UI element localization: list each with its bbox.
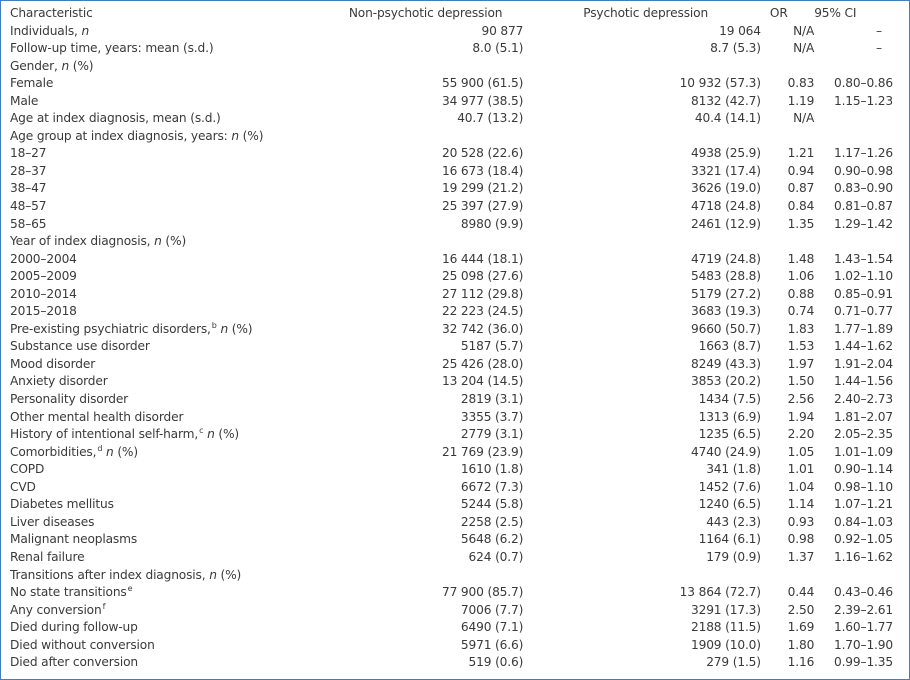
odds-ratio-value: 1.97 [787, 356, 815, 371]
table-row [10, 216, 909, 234]
non-psychotic-value: 25 098 (27.6) [442, 269, 524, 284]
psychotic-value: 5483 (28.8) [691, 269, 761, 284]
psychotic-value: 3626 (19.0) [691, 181, 761, 196]
psychotic-value: 1434 (7.5) [698, 392, 761, 407]
odds-ratio-value: 0.94 [787, 163, 815, 178]
row-label-text: 18–27 [10, 146, 47, 161]
non-psychotic-value: 16 673 (18.4) [442, 163, 524, 178]
table-row [10, 619, 909, 637]
odds-ratio-value: N/A [793, 41, 815, 56]
odds-ratio-value: 1.19 [787, 93, 815, 108]
confidence-interval-value: 0.80–0.86 [833, 76, 893, 91]
non-psychotic-value: 5648 (6.2) [460, 532, 524, 547]
row-label-text: Gender, [10, 58, 62, 73]
non-psychotic-value: 21 769 (23.9) [442, 444, 524, 459]
odds-ratio-value: 2.50 [787, 602, 815, 617]
non-psychotic-value: 2819 (3.1) [460, 392, 524, 407]
row-label [10, 391, 283, 409]
psychotic-value: 1663 (8.7) [698, 339, 761, 354]
footnote-marker: d [97, 443, 103, 453]
row-label [10, 40, 283, 58]
odds-ratio-value: 0.87 [787, 181, 815, 196]
table-row [10, 93, 909, 111]
row-label [10, 496, 283, 514]
confidence-interval-value: 0.90–1.14 [833, 462, 893, 477]
non-psychotic-value: 8.0 (5.1) [472, 41, 524, 56]
row-label [10, 373, 283, 391]
row-label-text: Liver diseases [10, 514, 95, 529]
odds-ratio-value: 1.05 [787, 444, 815, 459]
header-psychotic: Psychotic depression [583, 6, 709, 20]
row-label-italic: n [231, 128, 239, 143]
row-label-italic: n [81, 23, 90, 38]
confidence-interval-value: 0.71–0.77 [833, 304, 893, 319]
table-row [10, 75, 909, 93]
odds-ratio-value: 0.98 [787, 532, 815, 547]
confidence-interval-value: 1.16–1.62 [833, 549, 893, 564]
row-label-italic: n [207, 427, 215, 442]
row-label [10, 567, 283, 585]
row-label-italic: n [220, 321, 229, 336]
odds-ratio-value: N/A [793, 23, 815, 38]
psychotic-value: 5179 (27.2) [691, 286, 761, 301]
row-label [10, 286, 283, 304]
non-psychotic-value: 6672 (7.3) [460, 479, 524, 494]
non-psychotic-value: 55 900 (61.5) [442, 76, 524, 91]
confidence-interval-value: 1.44–1.56 [833, 374, 893, 389]
non-psychotic-value: 19 299 (21.2) [442, 181, 524, 196]
table-row [10, 180, 909, 198]
row-label-text: 2010–2014 [10, 286, 77, 301]
odds-ratio-value: 1.83 [787, 321, 815, 336]
non-psychotic-value: 40.7 (13.2) [457, 111, 524, 126]
confidence-interval-value [814, 233, 909, 251]
psychotic-value: 1313 (6.9) [698, 409, 761, 424]
non-psychotic-value: 6490 (7.1) [460, 620, 524, 635]
confidence-interval-value [814, 58, 909, 76]
footnote-marker: b [211, 320, 217, 330]
odds-ratio-value: 1.16 [787, 655, 815, 670]
psychotic-value: 13 864 (72.7) [679, 585, 761, 600]
odds-ratio-value: 2.56 [787, 392, 815, 407]
odds-ratio-value: 1.35 [787, 216, 815, 231]
table-row [10, 40, 909, 58]
psychotic-value [531, 128, 770, 146]
row-label-text: Comorbidities, [10, 444, 97, 459]
footnote-marker: e [127, 584, 133, 594]
confidence-interval-value: 1.15–1.23 [833, 93, 893, 108]
non-psychotic-value: 25 426 (28.0) [442, 356, 524, 371]
confidence-interval-value: 2.40–2.73 [833, 392, 893, 407]
row-label [10, 75, 283, 93]
characteristics-table [10, 5, 909, 672]
psychotic-value: 179 (0.9) [706, 549, 761, 564]
psychotic-value: 19 064 [719, 23, 761, 38]
row-label [10, 93, 283, 111]
row-label-text: Female [10, 76, 54, 91]
non-psychotic-value: 519 (0.6) [468, 655, 524, 670]
non-psychotic-value: 3355 (3.7) [460, 409, 524, 424]
row-label-text: 58–65 [10, 216, 47, 231]
row-label-text: 28–37 [10, 163, 47, 178]
non-psychotic-value: 5971 (6.6) [460, 637, 524, 652]
header-row [10, 5, 909, 23]
row-label-text: Personality disorder [10, 392, 129, 407]
odds-ratio-value: 1.06 [787, 269, 815, 284]
table-row [10, 567, 909, 585]
psychotic-value: 3683 (19.3) [691, 304, 761, 319]
row-label-text: Any conversion [10, 602, 102, 617]
row-label-text: Male [10, 93, 39, 108]
table-row [10, 23, 909, 41]
non-psychotic-value: 20 528 (22.6) [442, 146, 524, 161]
table-row [10, 654, 909, 672]
header-ci: 95% CI [814, 6, 857, 20]
row-label [10, 461, 283, 479]
non-psychotic-value: 22 223 (24.5) [442, 304, 524, 319]
row-label-suffix: (%) [69, 58, 94, 73]
confidence-interval-value: 1.01–1.09 [833, 444, 893, 459]
row-label [10, 338, 283, 356]
row-label-text: Transitions after index diagnosis, [10, 567, 210, 582]
row-label-text: Age group at index diagnosis, years: [10, 128, 232, 143]
odds-ratio-value [770, 233, 814, 251]
psychotic-value: 8249 (43.3) [691, 356, 761, 371]
table-row [10, 286, 909, 304]
odds-ratio-value: 0.74 [787, 304, 815, 319]
non-psychotic-value [283, 128, 531, 146]
table-row [10, 391, 909, 409]
confidence-interval-value: 1.77–1.89 [833, 321, 893, 336]
odds-ratio-value: 1.04 [787, 479, 815, 494]
non-psychotic-value: 5187 (5.7) [460, 339, 524, 354]
non-psychotic-value: 25 397 (27.9) [442, 199, 524, 214]
confidence-interval-value: 0.85–0.91 [833, 286, 893, 301]
row-label-text: Diabetes mellitus [10, 497, 114, 512]
table-row [10, 251, 909, 269]
psychotic-value: 279 (1.5) [706, 655, 761, 670]
table-row [10, 584, 909, 602]
confidence-interval-value: 0.81–0.87 [833, 199, 893, 214]
odds-ratio-value: 1.80 [787, 637, 815, 652]
row-label-suffix: (%) [161, 234, 187, 249]
non-psychotic-value: 1610 (1.8) [460, 462, 524, 477]
table-row [10, 321, 909, 339]
odds-ratio-value: 1.48 [787, 251, 815, 266]
confidence-interval-value: 1.02–1.10 [833, 269, 893, 284]
psychotic-value [531, 58, 770, 76]
psychotic-value: 1909 (10.0) [691, 637, 761, 652]
psychotic-value: 2461 (12.9) [691, 216, 761, 231]
row-label-text: Year of index diagnosis, [10, 234, 155, 249]
footnote-marker: f [102, 601, 106, 611]
row-label [10, 426, 283, 444]
row-label [10, 602, 283, 620]
row-label [10, 303, 283, 321]
row-label [10, 198, 283, 216]
row-label [10, 584, 283, 602]
psychotic-value: 1452 (7.6) [698, 479, 761, 494]
non-psychotic-value [283, 233, 531, 251]
non-psychotic-value: 5244 (5.8) [460, 497, 524, 512]
row-label-suffix: (%) [216, 567, 242, 582]
psychotic-value: 1164 (6.1) [698, 532, 761, 547]
non-psychotic-value: 7006 (7.7) [460, 602, 524, 617]
row-label-text: No state transitions [10, 585, 127, 600]
row-label-text: Renal failure [10, 549, 85, 564]
row-label-text: 2015–2018 [10, 304, 77, 319]
row-label-text: Mood disorder [10, 356, 96, 371]
row-label [10, 216, 283, 234]
psychotic-value: 3853 (20.2) [691, 374, 761, 389]
footnote-marker: c [199, 426, 204, 436]
psychotic-value: 4718 (24.8) [691, 199, 761, 214]
psychotic-value: 2188 (11.5) [691, 620, 761, 635]
odds-ratio-value: 1.21 [787, 146, 815, 161]
row-label-text: 48–57 [10, 199, 47, 214]
odds-ratio-value: 1.94 [787, 409, 815, 424]
confidence-interval-value: 0.43–0.46 [833, 585, 893, 600]
odds-ratio-value: 2.20 [787, 427, 815, 442]
confidence-interval-value: 1.43–1.54 [833, 251, 893, 266]
row-label [10, 251, 283, 269]
confidence-interval-value: 1.91–2.04 [833, 356, 893, 371]
table-row [10, 531, 909, 549]
table-row [10, 128, 909, 146]
row-label-text: Individuals, [10, 23, 82, 38]
row-label-text: Died after conversion [10, 655, 138, 670]
confidence-interval-value [814, 128, 909, 146]
confidence-interval-value: 1.60–1.77 [833, 620, 893, 635]
non-psychotic-value: 8980 (9.9) [460, 216, 524, 231]
row-label [10, 145, 283, 163]
row-label-text: COPD [10, 462, 45, 477]
odds-ratio-value: 1.69 [787, 620, 815, 635]
header-non-psychotic: Non-psychotic depression [348, 6, 503, 20]
non-psychotic-value: 2779 (3.1) [460, 427, 524, 442]
row-label-text: Follow-up time, years: mean (s.d.) [10, 41, 214, 56]
non-psychotic-value: 32 742 (36.0) [442, 321, 524, 336]
table-row [10, 163, 909, 181]
row-label [10, 514, 283, 532]
row-label-italic: n [61, 58, 70, 73]
odds-ratio-value [770, 58, 814, 76]
row-label-italic: n [209, 567, 217, 582]
psychotic-value [531, 567, 770, 585]
confidence-interval-value [814, 110, 909, 128]
row-label [10, 531, 283, 549]
confidence-interval-value [814, 567, 909, 585]
row-label-text: Pre-existing psychiatric disorders, [10, 321, 211, 336]
psychotic-value: 4719 (24.8) [691, 251, 761, 266]
row-label [10, 549, 283, 567]
row-label-text: 2005–2009 [10, 269, 77, 284]
row-label [10, 128, 283, 146]
row-label [10, 619, 283, 637]
row-label [10, 268, 283, 286]
odds-ratio-value: 0.84 [787, 199, 815, 214]
odds-ratio-value: 1.37 [787, 549, 815, 564]
psychotic-value: 3321 (17.4) [691, 163, 761, 178]
confidence-interval-value: 1.70–1.90 [833, 637, 893, 652]
table-row [10, 426, 909, 444]
non-psychotic-value: 13 204 (14.5) [442, 374, 524, 389]
table-row [10, 303, 909, 321]
row-label [10, 444, 283, 462]
row-label [10, 356, 283, 374]
confidence-interval-value: 2.05–2.35 [833, 427, 893, 442]
row-label-suffix: (%) [214, 427, 240, 442]
table-row [10, 602, 909, 620]
table-row [10, 373, 909, 391]
confidence-interval-value: 1.81–2.07 [833, 409, 893, 424]
table-row [10, 338, 909, 356]
odds-ratio-value: 1.50 [787, 374, 815, 389]
table-row [10, 356, 909, 374]
row-label-text: Died without conversion [10, 637, 155, 652]
psychotic-value: 40.4 (14.1) [694, 111, 761, 126]
confidence-interval-value: 1.17–1.26 [833, 146, 893, 161]
table-row [10, 496, 909, 514]
table-row [10, 145, 909, 163]
row-label-text: Anxiety disorder [10, 374, 108, 389]
row-label-suffix: (%) [238, 128, 264, 143]
row-label-text: Substance use disorder [10, 339, 150, 354]
row-label [10, 654, 283, 672]
psychotic-value: 1240 (6.5) [698, 497, 761, 512]
odds-ratio-value: 1.14 [787, 497, 815, 512]
non-psychotic-value: 27 112 (29.8) [442, 286, 524, 301]
row-label-text: Died during follow-up [10, 620, 138, 635]
table-row [10, 198, 909, 216]
table-row [10, 514, 909, 532]
psychotic-value: 4740 (24.9) [691, 444, 761, 459]
confidence-interval-value: 1.44–1.62 [833, 339, 893, 354]
row-label-text: Other mental health disorder [10, 409, 184, 424]
row-label-text: Malignant neoplasms [10, 532, 138, 547]
table-body [10, 23, 909, 672]
psychotic-value: 443 (2.3) [706, 514, 761, 529]
confidence-interval-value: 0.98–1.10 [833, 479, 893, 494]
table-row [10, 479, 909, 497]
psychotic-value: 341 (1.8) [706, 462, 761, 477]
table-row [10, 549, 909, 567]
confidence-interval-value: 2.39–2.61 [833, 602, 893, 617]
table-row [10, 58, 909, 76]
row-label [10, 637, 283, 655]
psychotic-value: 10 932 (57.3) [679, 76, 761, 91]
odds-ratio-value [770, 128, 814, 146]
non-psychotic-value: 34 977 (38.5) [442, 93, 524, 108]
row-label [10, 233, 283, 251]
row-label-text: 38–47 [10, 181, 47, 196]
psychotic-value: 1235 (6.5) [698, 427, 761, 442]
odds-ratio-value: 1.01 [787, 462, 815, 477]
header-or: OR [769, 6, 788, 20]
row-label-text: 2000–2004 [10, 251, 77, 266]
confidence-interval-value: – [876, 41, 882, 56]
row-label [10, 321, 283, 339]
row-label-suffix: (%) [228, 321, 253, 336]
confidence-interval-value: 1.07–1.21 [833, 497, 893, 512]
non-psychotic-value: 77 900 (85.7) [442, 585, 524, 600]
non-psychotic-value: 624 (0.7) [468, 549, 524, 564]
psychotic-value: 3291 (17.3) [691, 602, 761, 617]
row-label-suffix: (%) [113, 444, 138, 459]
row-label [10, 163, 283, 181]
odds-ratio-value: 1.53 [787, 339, 815, 354]
row-label-text: History of intentional self-harm, [10, 427, 199, 442]
psychotic-value: 9660 (50.7) [691, 321, 761, 336]
psychotic-value: 8132 (42.7) [691, 93, 761, 108]
odds-ratio-value: N/A [793, 111, 815, 126]
confidence-interval-value: 0.83–0.90 [833, 181, 893, 196]
row-label [10, 58, 283, 76]
row-label-text: Age at index diagnosis, mean (s.d.) [10, 111, 221, 126]
table-row [10, 268, 909, 286]
table-row [10, 409, 909, 427]
odds-ratio-value: 0.44 [787, 585, 815, 600]
row-label-text: CVD [10, 479, 36, 494]
table-row [10, 233, 909, 251]
psychotic-value [531, 233, 770, 251]
psychotic-value: 8.7 (5.3) [710, 41, 761, 56]
row-label [10, 23, 283, 41]
table-row [10, 637, 909, 655]
confidence-interval-value: 0.92–1.05 [833, 532, 893, 547]
table-row [10, 110, 909, 128]
confidence-interval-value: 1.29–1.42 [833, 216, 893, 231]
psychotic-value: 4938 (25.9) [691, 146, 761, 161]
confidence-interval-value: 0.84–1.03 [833, 514, 893, 529]
non-psychotic-value [283, 567, 531, 585]
row-label [10, 409, 283, 427]
confidence-interval-value: 0.90–0.98 [833, 163, 893, 178]
odds-ratio-value: 0.83 [787, 76, 815, 91]
non-psychotic-value [283, 58, 531, 76]
table-row [10, 461, 909, 479]
table-row [10, 444, 909, 462]
confidence-interval-value: 0.99–1.35 [833, 655, 893, 670]
confidence-interval-value: – [876, 23, 882, 38]
row-label [10, 110, 283, 128]
odds-ratio-value: 0.93 [787, 514, 815, 529]
row-label [10, 180, 283, 198]
non-psychotic-value: 16 444 (18.1) [442, 251, 524, 266]
non-psychotic-value: 2258 (2.5) [460, 514, 524, 529]
row-label-italic: n [106, 444, 114, 459]
non-psychotic-value: 90 877 [481, 23, 524, 38]
row-label [10, 479, 283, 497]
odds-ratio-value [770, 567, 814, 585]
odds-ratio-value: 0.88 [787, 286, 815, 301]
header-characteristic: Characteristic [10, 6, 93, 20]
row-label-italic: n [154, 234, 162, 249]
